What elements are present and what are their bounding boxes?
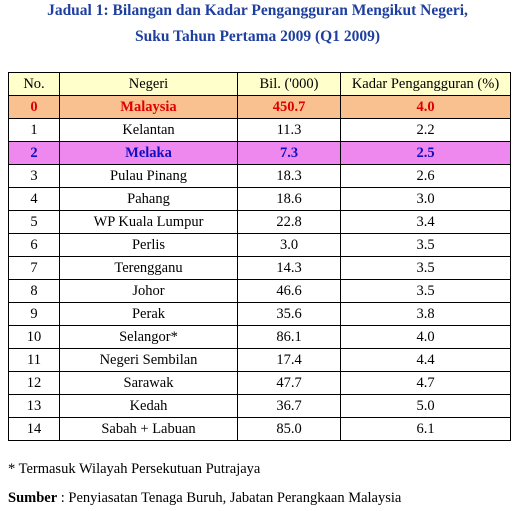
- table-row: [9, 188, 511, 211]
- table-title-line-2: Suku Tahun Pertama 2009 (Q1 2009): [134, 28, 381, 45]
- cell-negeri: Melaka: [60, 142, 238, 165]
- cell-kadar: 5.0: [341, 395, 511, 418]
- cell-bil: 46.6: [238, 280, 341, 303]
- cell-bil: 17.4: [238, 349, 341, 372]
- cell-no: 0: [9, 96, 60, 119]
- cell-bil: 85.0: [238, 418, 341, 441]
- cell-no: 13: [9, 395, 60, 418]
- table-row: [9, 280, 511, 303]
- cell-bil: 22.8: [238, 211, 341, 234]
- cell-bil: 11.3: [238, 119, 341, 142]
- header-row: [9, 73, 511, 96]
- table-title-line-1: Jadual 1: Bilangan dan Kadar Pengangguran Mengikut Negeri,: [47, 2, 468, 19]
- cell-negeri: Negeri Sembilan: [60, 349, 238, 372]
- table-row: [9, 96, 511, 119]
- unemployment-table: [8, 72, 511, 441]
- cell-negeri: Johor: [60, 280, 238, 303]
- source-label: Sumber: [8, 490, 58, 506]
- cell-no: 12: [9, 372, 60, 395]
- cell-bil: 7.3: [238, 142, 341, 165]
- cell-negeri: Kelantan: [60, 119, 238, 142]
- cell-kadar: 3.4: [341, 211, 511, 234]
- cell-bil: 47.7: [238, 372, 341, 395]
- header-negeri: Negeri: [60, 73, 238, 96]
- cell-bil: 450.7: [238, 96, 341, 119]
- cell-kadar: 4.4: [341, 349, 511, 372]
- cell-negeri: Kedah: [60, 395, 238, 418]
- table-row: [9, 326, 511, 349]
- table-row: [9, 234, 511, 257]
- table-row: [9, 303, 511, 326]
- cell-bil: 86.1: [238, 326, 341, 349]
- header-kadar: Kadar Pengangguran (%): [341, 73, 511, 96]
- cell-kadar: 3.0: [341, 188, 511, 211]
- cell-no: 1: [9, 119, 60, 142]
- table-row: [9, 165, 511, 188]
- header-no: No.: [9, 73, 60, 96]
- cell-no: 2: [9, 142, 60, 165]
- table-row: [9, 418, 511, 441]
- table-row: [9, 349, 511, 372]
- cell-no: 6: [9, 234, 60, 257]
- cell-bil: 3.0: [238, 234, 341, 257]
- cell-no: 4: [9, 188, 60, 211]
- cell-kadar: 4.0: [341, 96, 511, 119]
- table-row: [9, 372, 511, 395]
- cell-no: 9: [9, 303, 60, 326]
- cell-kadar: 2.6: [341, 165, 511, 188]
- cell-negeri: Perlis: [60, 234, 238, 257]
- cell-kadar: 6.1: [341, 418, 511, 441]
- cell-kadar: 4.7: [341, 372, 511, 395]
- cell-no: 8: [9, 280, 60, 303]
- cell-bil: 18.3: [238, 165, 341, 188]
- cell-bil: 36.7: [238, 395, 341, 418]
- cell-negeri: Selangor*: [60, 326, 238, 349]
- cell-negeri: Perak: [60, 303, 238, 326]
- header-bil: Bil. ('000): [238, 73, 341, 96]
- cell-no: 3: [9, 165, 60, 188]
- cell-kadar: 3.5: [341, 234, 511, 257]
- cell-no: 7: [9, 257, 60, 280]
- cell-no: 11: [9, 349, 60, 372]
- cell-negeri: Sabah + Labuan: [60, 418, 238, 441]
- cell-bil: 14.3: [238, 257, 341, 280]
- cell-negeri: Malaysia: [60, 96, 238, 119]
- table-row: [9, 257, 511, 280]
- table-row: [9, 142, 511, 165]
- cell-negeri: Pahang: [60, 188, 238, 211]
- source-text: : Penyiasatan Tenaga Buruh, Jabatan Perangkaan Malaysia: [57, 490, 402, 506]
- table-row: [9, 119, 511, 142]
- cell-no: 14: [9, 418, 60, 441]
- cell-kadar: 3.8: [341, 303, 511, 326]
- footnote: * Termasuk Wilayah Persekutuan Putrajaya: [8, 461, 261, 477]
- cell-kadar: 4.0: [341, 326, 511, 349]
- cell-negeri: Sarawak: [60, 372, 238, 395]
- cell-no: 10: [9, 326, 60, 349]
- source-note: [8, 490, 401, 507]
- cell-kadar: 3.5: [341, 257, 511, 280]
- cell-bil: 18.6: [238, 188, 341, 211]
- cell-negeri: Terengganu: [60, 257, 238, 280]
- cell-bil: 35.6: [238, 303, 341, 326]
- cell-no: 5: [9, 211, 60, 234]
- cell-kadar: 2.2: [341, 119, 511, 142]
- cell-negeri: Pulau Pinang: [60, 165, 238, 188]
- table-row: [9, 211, 511, 234]
- cell-kadar: 3.5: [341, 280, 511, 303]
- cell-kadar: 2.5: [341, 142, 511, 165]
- cell-negeri: WP Kuala Lumpur: [60, 211, 238, 234]
- table-row: [9, 395, 511, 418]
